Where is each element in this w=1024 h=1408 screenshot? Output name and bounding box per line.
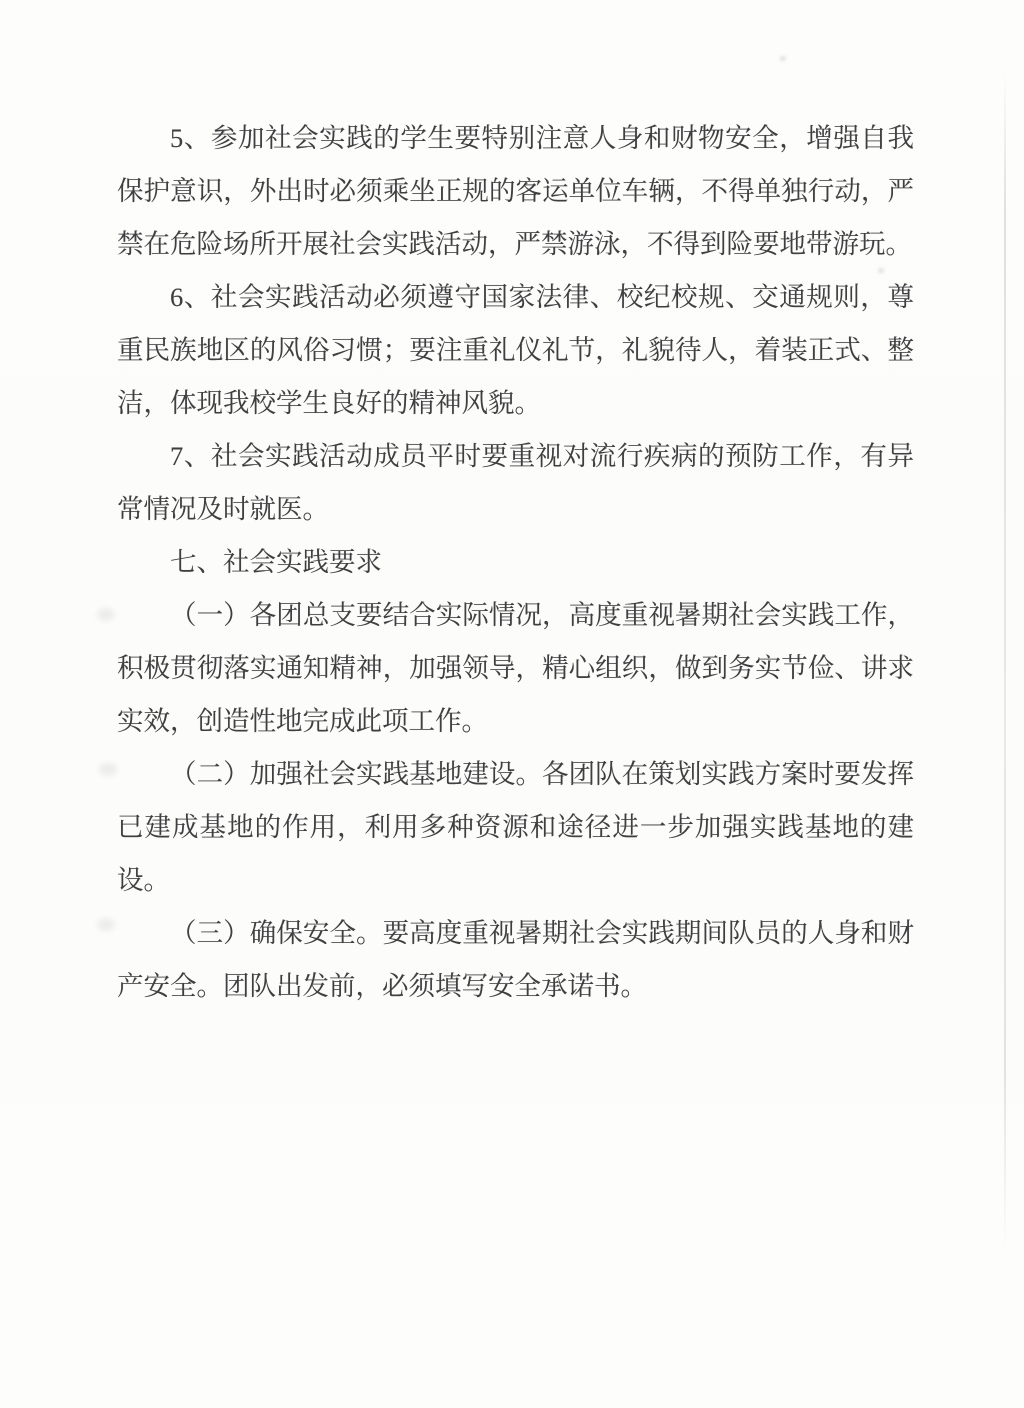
text-line: 已建成基地的作用，利用多种资源和途径进一步加强实践基地的建 (117, 812, 914, 842)
text-line: 常情况及时就医。 (117, 494, 329, 524)
scan-artifact-line (1004, 70, 1006, 1250)
text-line: 7、社会实践活动成员平时要重视对流行疾病的预防工作，有异 (170, 441, 914, 471)
text-line: （一）各团总支要结合实际情况，高度重视暑期社会实践工作， (170, 600, 914, 630)
text-line: 实效，创造性地完成此项工作。 (117, 706, 488, 736)
requirement-3 (117, 907, 914, 1013)
text-line: 设。 (117, 865, 170, 895)
text-line: （三）确保安全。要高度重视暑期社会实践期间队员的人身和财 (170, 918, 914, 948)
text-line: 禁在危险场所开展社会实践活动，严禁游泳，不得到险要地带游玩。 (117, 229, 912, 259)
text-line: 重民族地区的风俗习惯；要注重礼仪礼节，礼貌待人，着装正式、整 (117, 335, 914, 365)
scan-speck (878, 268, 884, 273)
clause-5 (117, 112, 914, 271)
scan-smudge (97, 918, 115, 931)
text-line: 积极贯彻落实通知精神，加强领导，精心组织，做到务实节俭、讲求 (117, 653, 914, 683)
scan-smudge (97, 608, 115, 621)
section-heading (117, 536, 914, 589)
text-line: 洁，体现我校学生良好的精神风貌。 (117, 388, 541, 418)
scan-smudge (99, 763, 117, 776)
text-line: 产安全。团队出发前，必须填写安全承诺书。 (117, 971, 647, 1001)
text-block (117, 112, 914, 1013)
text-line: 七、社会实践要求 (170, 547, 382, 577)
text-line: （二）加强社会实践基地建设。各团队在策划实践方案时要发挥 (170, 759, 914, 789)
scan-speck (780, 56, 786, 61)
text-line: 5、参加社会实践的学生要特别注意人身和财物安全，增强自我 (170, 123, 914, 153)
clause-6 (117, 271, 914, 430)
requirement-1 (117, 589, 914, 748)
text-line: 6、社会实践活动必须遵守国家法律、校纪校规、交通规则，尊 (170, 282, 914, 312)
requirement-2 (117, 748, 914, 907)
text-line: 保护意识，外出时必须乘坐正规的客运单位车辆，不得单独行动，严 (117, 176, 914, 206)
clause-7 (117, 430, 914, 536)
